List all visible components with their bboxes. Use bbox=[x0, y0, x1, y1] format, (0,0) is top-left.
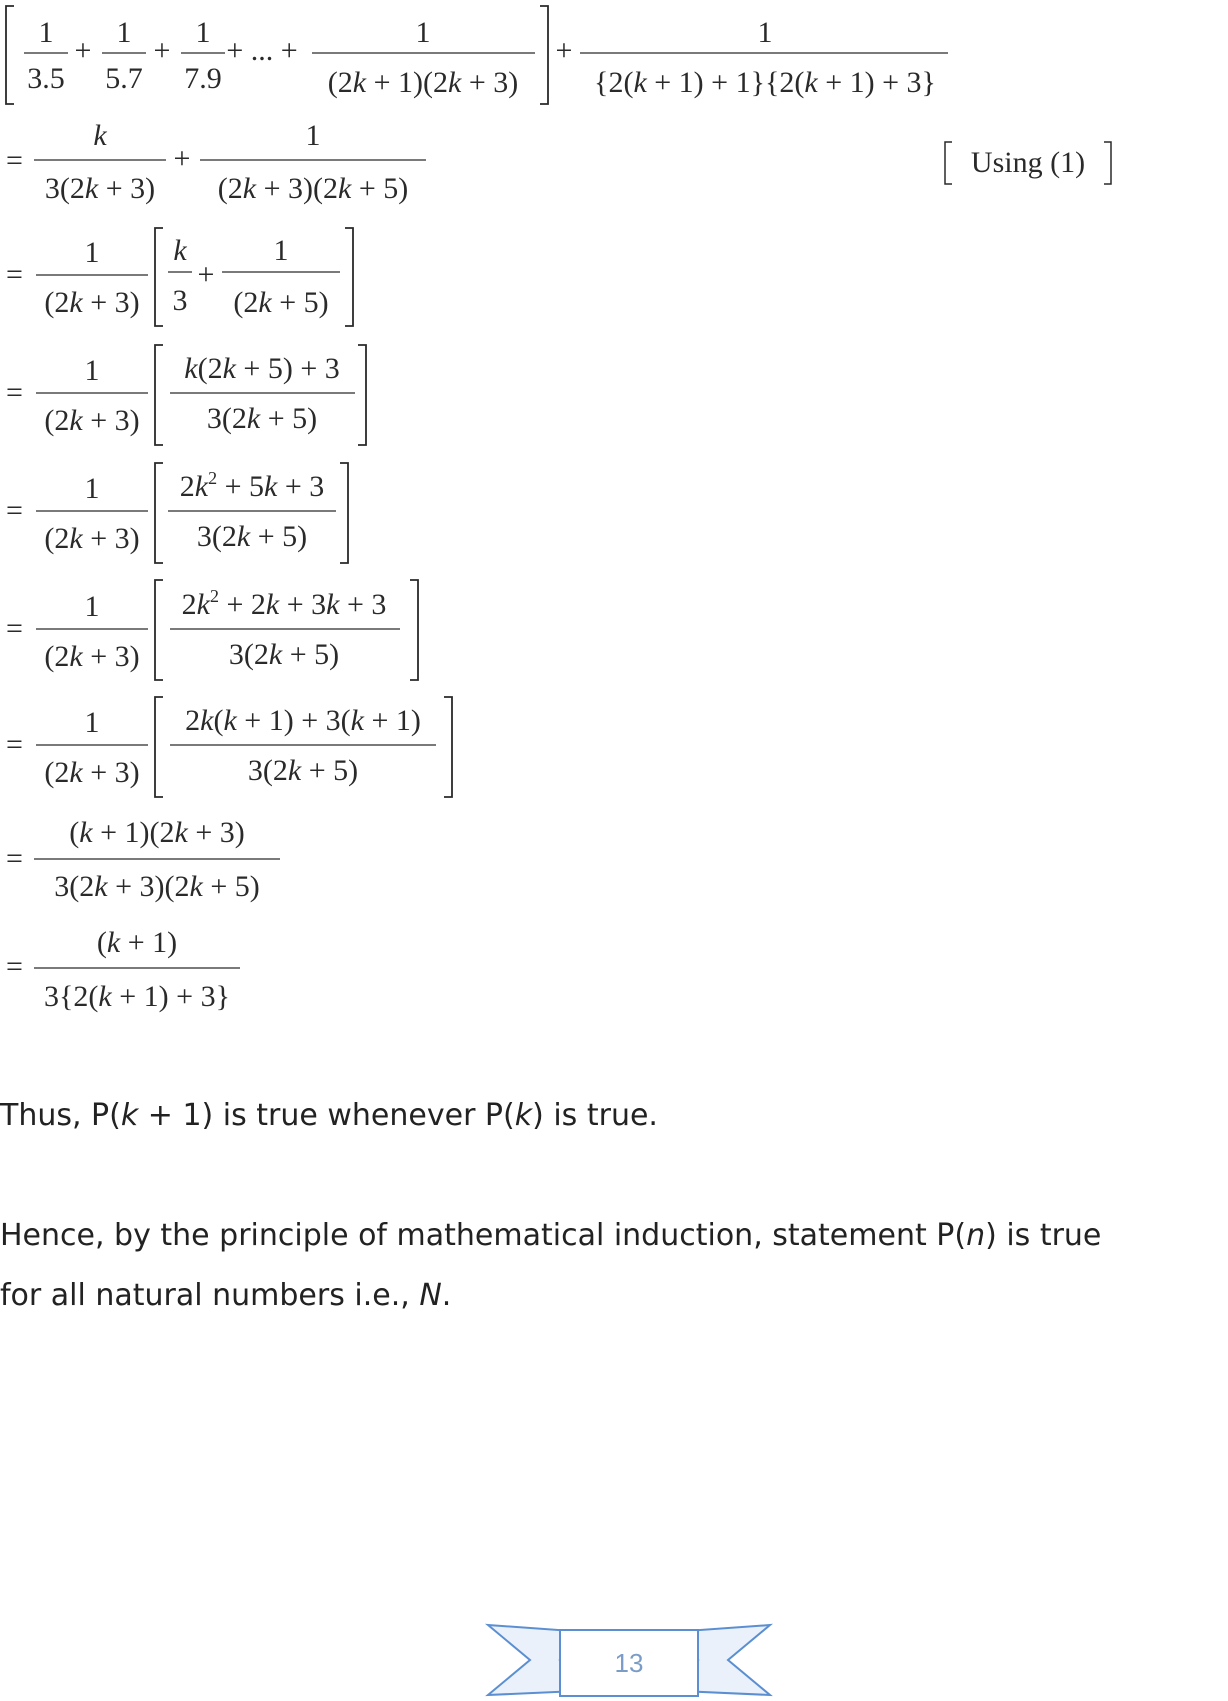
svg-text:Using (1): Using (1) bbox=[970, 146, 1086, 179]
svg-text:{2(k + 1) + 1}{2(k + 1) + 3}: {2(k + 1) + 1}{2(k + 1) + 3} bbox=[594, 66, 936, 99]
svg-text:+: + bbox=[555, 34, 573, 67]
svg-text:2k(k + 1) + 3(k + 1): 2k(k + 1) + 3(k + 1) bbox=[185, 704, 421, 737]
svg-text:+: + bbox=[197, 258, 215, 291]
svg-text:+: + bbox=[74, 34, 92, 67]
svg-text:3(2k + 5): 3(2k + 5) bbox=[196, 520, 308, 553]
equation-row-1 bbox=[6, 6, 948, 104]
svg-text:+ ... +: + ... + bbox=[226, 34, 298, 67]
svg-text:1: 1 bbox=[305, 119, 321, 152]
svg-text:1: 1 bbox=[116, 16, 132, 49]
svg-text:k: k bbox=[173, 234, 187, 267]
svg-text:(2k + 3): (2k + 3) bbox=[44, 640, 140, 673]
svg-text:=: = bbox=[6, 950, 23, 983]
svg-text:=: = bbox=[6, 494, 23, 527]
svg-text:(2k + 5): (2k + 5) bbox=[233, 286, 329, 319]
svg-text:(2k + 3): (2k + 3) bbox=[44, 404, 140, 437]
svg-text:3(2k + 5): 3(2k + 5) bbox=[228, 638, 340, 671]
svg-text:3(2k + 3): 3(2k + 3) bbox=[44, 172, 156, 205]
svg-text:(2k + 3)(2k + 5): (2k + 3)(2k + 5) bbox=[217, 172, 409, 205]
svg-text:2k2 + 5k + 3: $2k^2 + 5k + 3$ bbox=[179, 468, 325, 503]
svg-text:7.9: 7.9 bbox=[184, 62, 222, 95]
svg-text:+: + bbox=[173, 142, 191, 175]
svg-text:=: = bbox=[6, 258, 23, 291]
final-statement-line-2: for all natural numbers i.e., N. bbox=[0, 1278, 452, 1313]
equation-row-2 bbox=[6, 119, 1111, 205]
svg-text:(k + 1)(2k + 3): (k + 1)(2k + 3) bbox=[69, 816, 245, 849]
svg-text:1: 1 bbox=[84, 472, 100, 505]
svg-text:1: 1 bbox=[84, 236, 100, 269]
svg-text:1: 1 bbox=[195, 16, 211, 49]
svg-text:1: 1 bbox=[415, 16, 431, 49]
svg-text:3(2k + 5): 3(2k + 5) bbox=[206, 402, 318, 435]
svg-text:k: k bbox=[93, 119, 107, 152]
svg-text:2k2 + 2k + 3k + 3: $2k^2 + 2k + 3k + 3$ bbox=[181, 586, 387, 621]
svg-text:(2k + 3): (2k + 3) bbox=[44, 286, 140, 319]
svg-text:=: = bbox=[6, 144, 23, 177]
equation-row-3 bbox=[6, 228, 353, 326]
conclusion-sentence: Thus, P(k + 1) is true whenever P(k) is true. bbox=[0, 1098, 658, 1133]
svg-text:=: = bbox=[6, 842, 23, 875]
equation-row-9 bbox=[6, 926, 240, 1013]
equation-row-8 bbox=[6, 816, 280, 903]
svg-text:1: 1 bbox=[84, 354, 100, 387]
svg-text:1: 1 bbox=[273, 234, 289, 267]
svg-text:=: = bbox=[6, 612, 23, 645]
svg-text:1: 1 bbox=[38, 16, 54, 49]
svg-text:1: 1 bbox=[84, 590, 100, 623]
equation-row-6 bbox=[6, 580, 418, 680]
equation-row-5 bbox=[6, 463, 348, 563]
svg-text:1: 1 bbox=[757, 16, 773, 49]
svg-text:=: = bbox=[6, 376, 23, 409]
svg-text:k(2k + 5) + 3: k(2k + 5) + 3 bbox=[184, 352, 340, 385]
svg-text:(2k + 3): (2k + 3) bbox=[44, 522, 140, 555]
svg-text:3(2k + 5): 3(2k + 5) bbox=[247, 754, 359, 787]
page-number: 13 bbox=[614, 1648, 644, 1678]
final-statement-line-1: Hence, by the principle of mathematical induction, statement P(n) is true bbox=[0, 1218, 1102, 1253]
svg-text:5.7: 5.7 bbox=[105, 62, 143, 95]
svg-text:3.5: 3.5 bbox=[27, 62, 65, 95]
svg-text:(k + 1): (k + 1) bbox=[96, 926, 178, 959]
svg-text:(2k + 1)(2k + 3): (2k + 1)(2k + 3) bbox=[327, 66, 519, 99]
svg-text:=: = bbox=[6, 728, 23, 761]
equation-row-4 bbox=[6, 345, 366, 445]
svg-text:+: + bbox=[153, 34, 171, 67]
svg-text:3(2k + 3)(2k + 5): 3(2k + 3)(2k + 5) bbox=[54, 870, 260, 903]
svg-text:1: 1 bbox=[84, 706, 100, 739]
svg-text:3{2(k + 1) + 3}: 3{2(k + 1) + 3} bbox=[44, 980, 230, 1013]
svg-text:3: 3 bbox=[172, 284, 188, 317]
svg-text:(2k + 3): (2k + 3) bbox=[44, 756, 140, 789]
equation-row-7 bbox=[6, 697, 452, 797]
page-footer bbox=[0, 1610, 1228, 1700]
